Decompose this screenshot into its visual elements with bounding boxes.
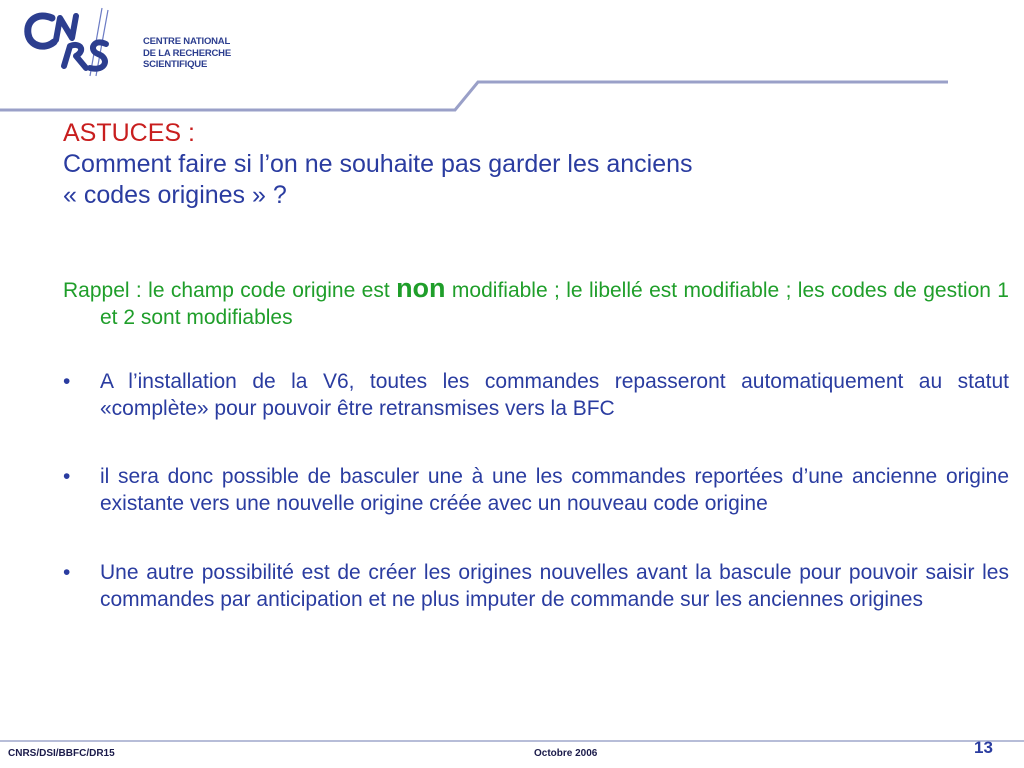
- cnrs-logo: [20, 6, 231, 78]
- rappel-emphasis: non: [396, 273, 446, 303]
- title-line-3: « codes origines » ?: [63, 181, 287, 209]
- bullet-text: il sera donc possible de basculer une à une les commandes reportées d’une ancienne origine existante vers une nouvelle origine créée avec un nouveau code origine: [100, 465, 1009, 515]
- logo-line: CENTRE NATIONAL: [143, 36, 231, 47]
- footer-org: CNRS/DSI/BBFC/DR15: [8, 748, 115, 759]
- bullet-icon: •: [63, 561, 71, 584]
- logo-line: SCIENTIFIQUE: [143, 59, 208, 70]
- cnrs-logo-icon: [20, 6, 140, 78]
- bullet-icon: •: [63, 465, 71, 488]
- logo-text: [143, 36, 231, 71]
- bullet-item: [63, 463, 1009, 517]
- footer-date: Octobre 2006: [534, 748, 598, 759]
- title-line-2: Comment faire si l’on ne souhaite pas garder les anciens: [63, 150, 693, 178]
- slide-body: [63, 275, 1009, 613]
- bullet-item: [63, 368, 1009, 422]
- bullet-text: A l’installation de la V6, toutes les commandes repasseront automatiquement au statut «complète» pour pouvoir être retransmises vers la BFC: [100, 370, 1009, 420]
- rappel-text: modifiable ; le libellé est modifiable ; les codes de gestion 1 et 2 sont modifiables: [100, 279, 1009, 329]
- bullet-icon: •: [63, 370, 71, 393]
- title-line-1: ASTUCES :: [63, 119, 195, 147]
- page-number: 13: [974, 738, 993, 757]
- logo-line: DE LA RECHERCHE: [143, 47, 231, 59]
- bullet-text: Une autre possibilité est de créer les origines nouvelles avant la bascule pour pouvoir saisir les commandes par anticipation et ne plus imputer de commande sur les anciennes origines: [100, 561, 1009, 611]
- header-rule: [0, 70, 960, 120]
- rappel-text: Rappel : le champ code origine est: [63, 279, 397, 302]
- footer-rule: [0, 740, 1024, 742]
- rappel-paragraph: [63, 275, 1009, 331]
- slide-title: [63, 118, 1003, 211]
- bullet-item: [63, 559, 1009, 613]
